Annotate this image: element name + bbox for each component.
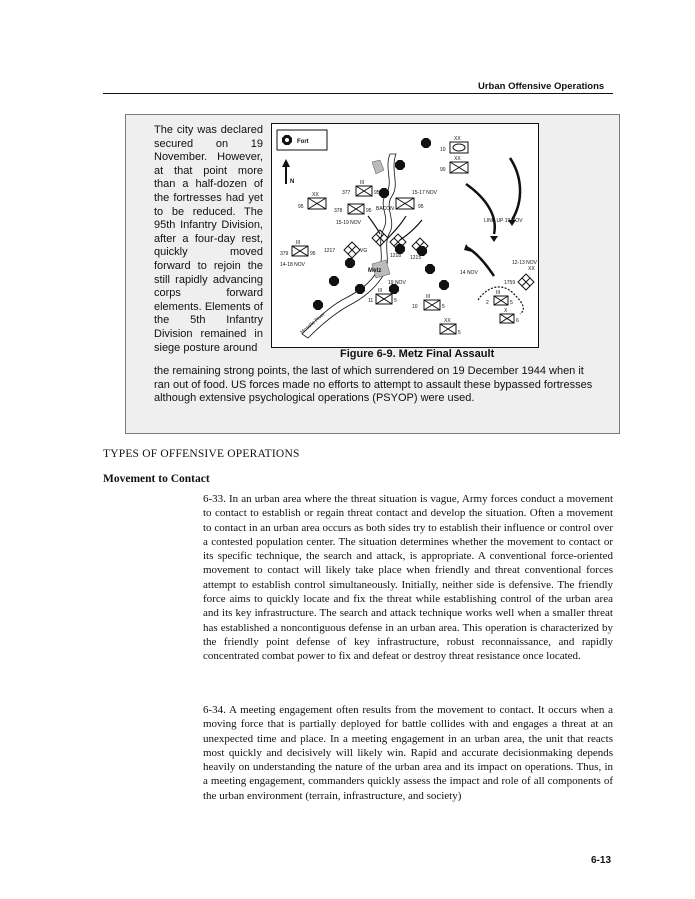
label-iii-2: III bbox=[496, 290, 501, 296]
fort-icon bbox=[313, 300, 323, 310]
paragraph-6-34: 6-34. A meeting engagement often results from the movement to contact. It occurs when a moving force that is partially deployed for battle collides with and engages a threat at an unexpected time and place. In a meeting engagement in an urban area, the unit that reacts most quickly and decisively will likely win. Rapid and accurate decisionmaking depends heavily on understanding the nature of the urban area and its impact on operations. Thus, in a meeting engagement, commanders quickly assess the impact and role of all components of the urban environment (terrain, infrastructure, and society) bbox=[203, 704, 613, 802]
label-95a: 95 bbox=[374, 190, 380, 196]
label-linkup: LINK UP 19 NOV bbox=[484, 218, 523, 224]
label-xx-1: XX bbox=[454, 136, 461, 142]
label-1215: 1215 bbox=[410, 255, 422, 261]
label-bacon: BACON bbox=[376, 206, 394, 212]
metz-map bbox=[272, 124, 539, 348]
arrow-from-west bbox=[368, 216, 380, 234]
metz-map-figure bbox=[271, 123, 539, 348]
label-95b: 95 bbox=[298, 204, 304, 210]
city-block-north bbox=[372, 160, 384, 174]
label-379: 379 bbox=[280, 251, 289, 257]
label-nov12-13: 12-13 NOV bbox=[512, 260, 538, 266]
label-95-379: 95 bbox=[310, 251, 316, 257]
moselle-river bbox=[302, 154, 396, 338]
page-number: 6-13 bbox=[591, 855, 612, 866]
fort-icon bbox=[395, 160, 405, 170]
fort-icon bbox=[421, 138, 431, 148]
section-heading-types: TYPES OF OFFENSIVE OPERATIONS bbox=[103, 448, 300, 460]
legend-label: Fort bbox=[297, 139, 309, 145]
legend-fort-inner bbox=[285, 138, 289, 142]
label-1218: 1218 bbox=[390, 253, 402, 259]
figure-caption: Figure 6-9. Metz Final Assault bbox=[340, 348, 495, 360]
label-x: X bbox=[504, 308, 508, 314]
arrow-linkup-big bbox=[466, 184, 495, 234]
label-1217: 1217 bbox=[324, 248, 336, 254]
vignette-box bbox=[125, 114, 620, 434]
label-nov19: 19 NOV bbox=[388, 280, 406, 286]
north-arrow-head bbox=[282, 159, 290, 167]
river-label: Moselle River bbox=[299, 311, 327, 336]
label-nov15-19: 15-19 NOV bbox=[336, 220, 362, 226]
label-378: 378 bbox=[334, 208, 343, 214]
label-10a: 10 bbox=[440, 147, 446, 153]
label-iii-10: III bbox=[426, 294, 431, 300]
arrow-head-3 bbox=[464, 244, 472, 252]
paragraph-6-33: 6-33. In an urban area where the threat situation is vague, Army forces conduct a movement to contact to establish or regain threat contact and develop the situation. Often a movement to contact in an urban area occurs as both sides try to establish their influence or control over a contested population center. The situation determines whether the movement to contact or its specific technique, the search and attack, is appropriate. A conventional force-oriented movement to contact will likely take place when friendly and threat conventional forces attempt to establish control simultaneously. Initially, neither side is defensive. The friendly force aims to quickly locate and fix the threat while establishing control of the urban area and its key infrastructure. The search and attack technique works well when a smaller threat has established a noncontiguous defense in an urban area. This operation is characterized by the friendly point defense of key infrastructure, robust reconnaissance, and rapidly concentrated combat power to fix and defeat or destroy threat resistance once located. bbox=[203, 493, 613, 663]
label-10b: 10 bbox=[412, 304, 418, 310]
city-label: Metz bbox=[368, 268, 382, 274]
label-95d: 95 bbox=[418, 204, 424, 210]
unit-recon-oval bbox=[453, 144, 465, 151]
label-5c: 5 bbox=[458, 330, 461, 336]
header-rule-right bbox=[476, 93, 613, 94]
label-iii-379: III bbox=[296, 240, 301, 246]
arrow-linkup-big-2 bbox=[510, 158, 520, 220]
label-nov14: 14 NOV bbox=[460, 270, 478, 276]
label-95c: 95 bbox=[366, 208, 372, 214]
section-heading-movement: Movement to Contact bbox=[103, 473, 210, 485]
running-header-title: Urban Offensive Operations bbox=[478, 81, 605, 92]
label-iii-377: III bbox=[360, 180, 365, 186]
header-rule bbox=[103, 93, 476, 94]
label-6: 6 bbox=[516, 318, 519, 324]
label-377: 377 bbox=[342, 190, 351, 196]
label-xx-4: XX bbox=[528, 266, 535, 272]
north-label: N bbox=[290, 179, 295, 185]
label-xx-5: XX bbox=[444, 318, 451, 324]
label-90: 90 bbox=[440, 167, 446, 173]
fort-icon bbox=[345, 258, 355, 268]
label-2: 2 bbox=[486, 300, 489, 306]
vignette-continuation-text: the remaining strong points, the last of which surrendered on 19 December 1944 when it ran out of food. US forces made no efforts to attempt to assault these bypassed fortresses although extensive psychological operations (PSYOP) were used. bbox=[154, 365, 593, 405]
label-nov14-18: 14-18 NOV bbox=[280, 262, 306, 268]
label-xx-2: XX bbox=[454, 156, 461, 162]
label-5b: 5 bbox=[442, 304, 445, 310]
fort-icon bbox=[329, 276, 339, 286]
fort-icon bbox=[439, 280, 449, 290]
arrow-head-1 bbox=[490, 236, 498, 242]
label-5d: 5 bbox=[510, 300, 513, 306]
label-iii-11: III bbox=[378, 288, 383, 294]
label-5a: 5 bbox=[394, 298, 397, 304]
fort-icon bbox=[355, 284, 365, 294]
fort-icon bbox=[379, 188, 389, 198]
label-nov15-17: 15-17 NOV bbox=[412, 190, 438, 196]
label-xx-3: XX bbox=[312, 192, 319, 198]
fort-icon bbox=[425, 264, 435, 274]
label-vg: VG bbox=[360, 248, 368, 254]
label-1759: 1759 bbox=[504, 280, 516, 286]
vignette-side-text: The city was declared secured on 19 November. However, at that point more than a half-dozen of the fortresses had yet to be reduced. The 95th Infantry Division, after a four-day rest, quickly moved forward to rejoin the still rapidly advancing corps forward elements. Elements of the 5th Infantry Division remained in siege posture around bbox=[154, 124, 263, 354]
label-11: 11 bbox=[368, 298, 374, 304]
arrow-from-east bbox=[400, 220, 422, 240]
